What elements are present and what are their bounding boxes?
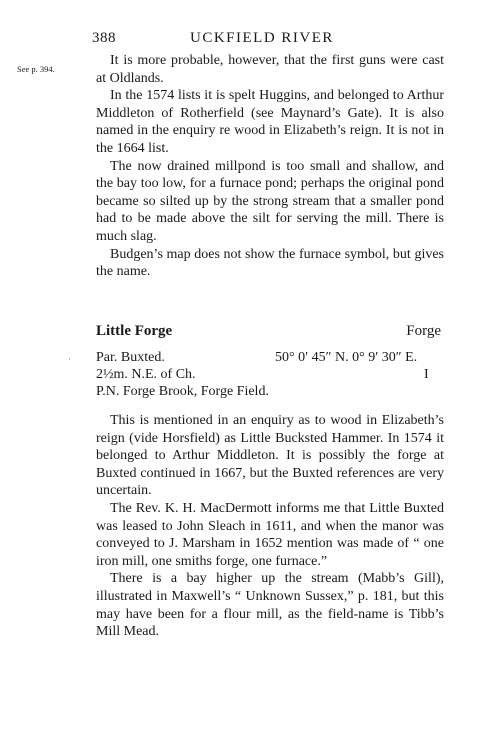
paragraph: The Rev. K. H. MacDermott informs me that Little Buxted was leased to John Sleach in 1611, and when the manor was conveyed to J. Marsham in 1652 mention was made of “ one iron mill, one smiths forge, one furnace.” [96, 500, 444, 569]
paragraph: In the 1574 lists it is spelt Huggins, and belonged to Arthur Middleton of Rotherfield (see Maynard’s Gate). It is also named in the enquiry re wood in Elizabeth’s reign. It is not in the 1664 list. [96, 88, 444, 156]
distance: 2½m. N.E. of Ch. [96, 367, 196, 382]
text-block-upper [96, 52, 444, 281]
running-head: UCKFIELD RIVER [190, 30, 334, 46]
section-type: Forge [406, 323, 441, 339]
paragraph: The now drained millpond is too small and shallow, and the bay too low, for a furnace pond; perhaps the original pond became so silted up by the strong stream that a smaller pond had to be made above the silt for serving the mill. There is much slag. [96, 158, 444, 244]
paragraph: This is mentioned in an enquiry as to wood in Elizabeth’s reign (vide Horsfield) as Little Bucksted Hammer. In 1574 it belonged to Arthur Middleton. It is possibly the forge at Buxted continued in 1667, but the Buxted references are very uncertain. [96, 413, 444, 499]
paragraph: There is a bay higher up the stream (Mabb’s Gill), illustrated in Maxwell’s “ Unknown Sussex,” p. 181, but this may have been for a flour mill, as the field-name is Tibb’s Mill Mead. [96, 571, 444, 640]
distance-line [96, 366, 441, 383]
section-title: Little Forge [96, 323, 173, 339]
margin-note: See p. 394. [17, 64, 55, 74]
map-sheet: I [424, 367, 429, 382]
coordinates: 50° 0′ 45″ N. 0° 9′ 30″ E. [275, 350, 418, 365]
section-heading [96, 323, 441, 340]
paragraph: Budgen’s map does not show the furnace symbol, but gives the name. [96, 246, 444, 280]
parish-line [96, 349, 441, 366]
text-block-lower [96, 412, 444, 641]
parish: Par. Buxted. [96, 350, 165, 365]
speck-mark: · [68, 354, 71, 364]
paragraph: It is more probable, however, that the first guns were cast at Oldlands. [96, 53, 444, 86]
place-names-line [96, 383, 441, 400]
page-number: 388 [92, 30, 116, 46]
place-names: P.N. Forge Brook, Forge Field. [96, 384, 269, 399]
